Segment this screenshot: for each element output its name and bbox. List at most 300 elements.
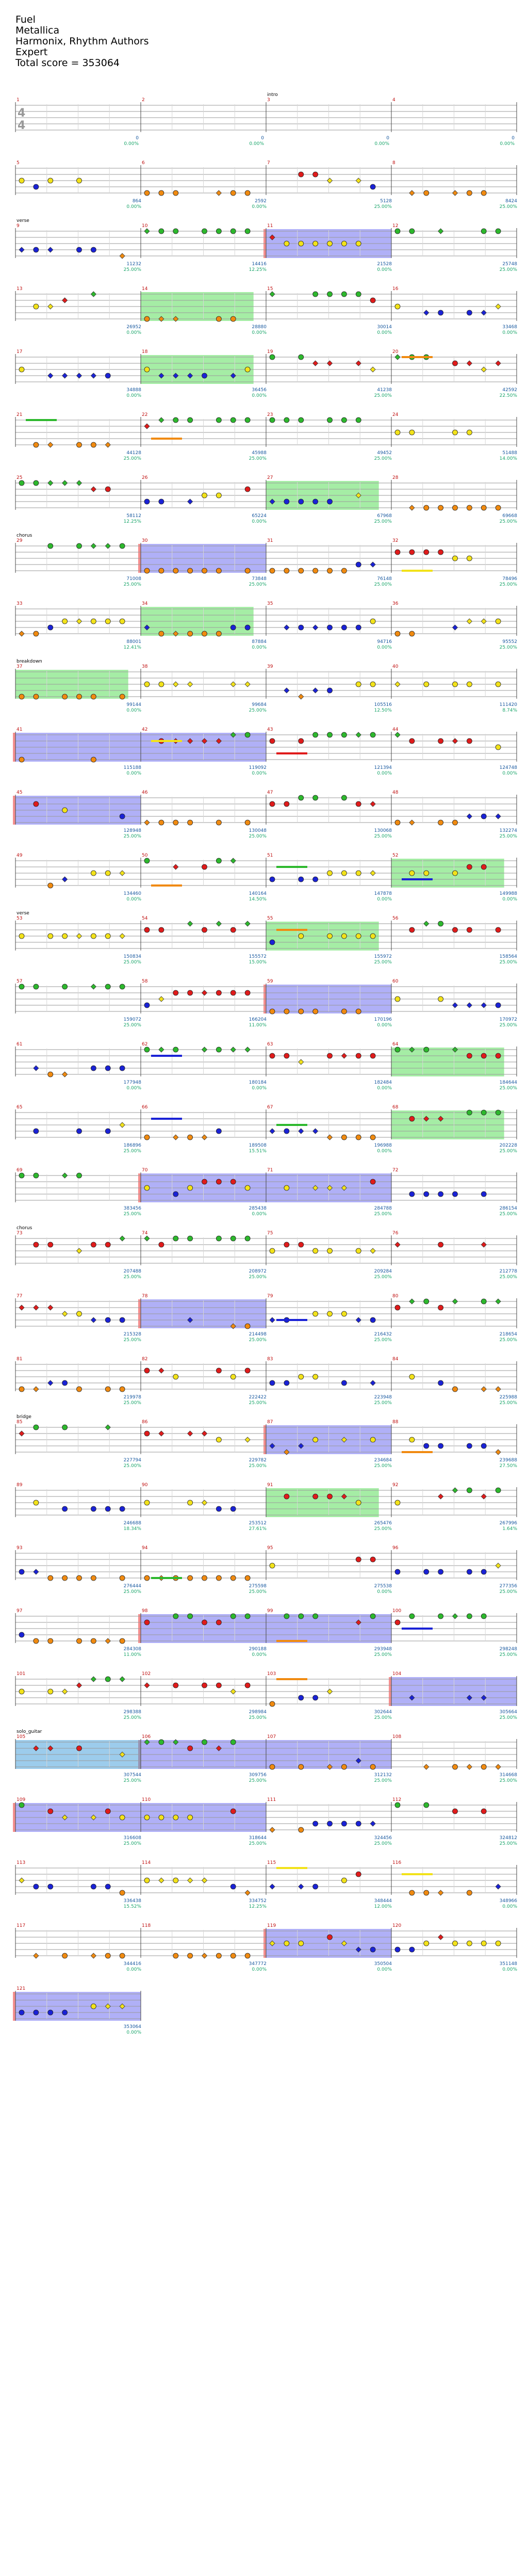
hopo-note xyxy=(91,1317,96,1323)
gem-note xyxy=(216,1047,221,1052)
song-difficulty: Expert xyxy=(15,46,48,58)
gem-note xyxy=(144,1575,150,1581)
measure-score: 334752 xyxy=(249,1898,267,1904)
gem-note xyxy=(105,1317,110,1323)
gem-note xyxy=(62,1575,68,1581)
gem-note xyxy=(327,292,333,297)
measure-score: 298984 xyxy=(249,1710,267,1715)
measure-multiplier: 25.00% xyxy=(123,456,141,461)
measure-score: 134460 xyxy=(123,891,141,896)
gem-note xyxy=(230,927,236,932)
gem-note xyxy=(19,694,24,699)
measure-number: 57 xyxy=(16,979,23,984)
measure-score: 216432 xyxy=(374,1332,392,1337)
gem-note xyxy=(105,1884,110,1889)
gem-note xyxy=(216,1437,221,1442)
hopo-note xyxy=(496,1450,501,1455)
measure-score: 293948 xyxy=(374,1647,392,1652)
measure-number: 34 xyxy=(142,601,148,606)
measure-score: 336438 xyxy=(123,1898,141,1904)
measure-multiplier: 25.00% xyxy=(123,1149,141,1154)
hopo-note xyxy=(270,1884,275,1889)
hopo-note xyxy=(395,682,400,687)
gem-note xyxy=(188,1185,193,1190)
gem-note xyxy=(341,1380,346,1386)
measure-number: 87 xyxy=(267,1420,273,1425)
hopo-note xyxy=(467,1003,472,1008)
measure-multiplier: 25.00% xyxy=(499,1400,517,1406)
staff-row xyxy=(15,1483,517,1532)
gem-note xyxy=(173,1614,178,1619)
measure-score: 5128 xyxy=(380,199,392,204)
measure-number: 116 xyxy=(392,1860,402,1865)
gem-note xyxy=(409,430,415,435)
measure-score: 36456 xyxy=(252,388,267,393)
song-charter: Harmonix, Rhythm Authors xyxy=(15,36,149,47)
measure-score: 147878 xyxy=(374,891,392,896)
measure-multiplier: 25.00% xyxy=(123,960,141,965)
activation-marker xyxy=(13,1992,15,2021)
staff-row xyxy=(15,1923,517,1972)
hopo-note xyxy=(144,229,150,234)
hopo-note xyxy=(144,424,150,429)
measure-multiplier: 25.00% xyxy=(374,1841,392,1846)
gem-note xyxy=(409,550,415,555)
total-score: Total score = 353064 xyxy=(15,57,120,69)
gem-note xyxy=(356,1053,361,1058)
measure-score: 347772 xyxy=(249,1961,267,1967)
measure-number: 58 xyxy=(142,979,148,984)
measure-score: 302644 xyxy=(374,1710,392,1715)
gem-note xyxy=(496,682,501,687)
measure-score: 8424 xyxy=(505,199,517,204)
staff-row xyxy=(13,727,517,776)
measure-score: 253512 xyxy=(249,1521,267,1526)
hopo-note xyxy=(34,1305,39,1310)
gem-note xyxy=(424,1890,429,1895)
gem-note xyxy=(120,1815,125,1820)
gem-note xyxy=(144,1368,150,1373)
gem-note xyxy=(159,682,164,687)
measure-score: 209284 xyxy=(374,1269,392,1274)
gem-note xyxy=(216,820,221,825)
measure-multiplier: 25.00% xyxy=(374,1338,392,1343)
measure-multiplier: 0.00% xyxy=(377,1967,392,1972)
gem-note xyxy=(481,505,486,510)
hopo-note xyxy=(159,1368,164,1373)
gem-note xyxy=(188,1746,193,1751)
gem-note xyxy=(230,1809,236,1814)
gem-note xyxy=(313,1311,318,1316)
measure-number: 74 xyxy=(142,1231,148,1236)
measure-number: 41 xyxy=(16,727,23,732)
staff-row xyxy=(13,1797,517,1846)
gem-note xyxy=(467,190,472,196)
hopo-note xyxy=(453,625,458,630)
gem-note xyxy=(424,1443,429,1448)
hopo-note xyxy=(34,1066,39,1071)
gem-note xyxy=(270,1380,275,1386)
measure-score: 285438 xyxy=(249,1206,267,1211)
gem-note xyxy=(341,292,346,297)
gem-note xyxy=(216,990,221,995)
gem-note xyxy=(120,984,125,989)
measure-score: 140164 xyxy=(249,891,267,896)
measure-number: 27 xyxy=(267,475,273,480)
measure-score: 219978 xyxy=(123,1395,141,1400)
hopo-note xyxy=(216,190,221,196)
gem-note xyxy=(77,1638,82,1644)
measure-score: 130048 xyxy=(249,828,267,833)
measure-multiplier: 25.00% xyxy=(499,1715,517,1720)
sustain-tail xyxy=(276,1640,307,1642)
measure-number: 48 xyxy=(392,790,399,795)
gem-note xyxy=(270,801,275,807)
measure-score: 155572 xyxy=(249,954,267,959)
hopo-note xyxy=(424,310,429,315)
staff-row xyxy=(15,911,517,965)
gem-note xyxy=(270,1248,275,1253)
hopo-note xyxy=(19,631,24,636)
hopo-note xyxy=(409,820,415,825)
section-label: solo_guitar xyxy=(16,1729,42,1734)
gem-note xyxy=(356,625,361,630)
measure-multiplier: 0.00% xyxy=(500,141,515,147)
gem-note xyxy=(341,1821,346,1826)
gem-note xyxy=(341,1764,346,1769)
gem-note xyxy=(356,682,361,687)
measure-number: 12 xyxy=(392,223,399,229)
gem-note xyxy=(453,1941,458,1946)
gem-note xyxy=(496,619,501,624)
hopo-note xyxy=(299,1059,304,1065)
gem-note xyxy=(34,442,39,447)
measure-score: 88001 xyxy=(126,639,141,645)
gem-note xyxy=(284,1053,289,1058)
measure-score: 149988 xyxy=(499,891,517,896)
gem-note xyxy=(424,505,429,510)
gem-note xyxy=(245,487,250,492)
measure-multiplier: 0.00% xyxy=(502,1967,517,1972)
gem-note xyxy=(284,499,289,504)
hopo-note xyxy=(327,1689,333,1694)
measure-score: 180184 xyxy=(249,1080,267,1085)
gem-note xyxy=(216,1236,221,1241)
activation-marker xyxy=(13,733,15,762)
measure-multiplier: 25.00% xyxy=(499,1338,517,1343)
gem-note xyxy=(284,1380,289,1386)
measure-number: 66 xyxy=(142,1105,148,1110)
gem-note xyxy=(409,1374,415,1379)
gem-note xyxy=(424,682,429,687)
gem-note xyxy=(356,292,361,297)
gem-note xyxy=(230,1953,236,1958)
gem-note xyxy=(216,568,221,573)
gem-note xyxy=(270,1009,275,1014)
measure-number: 20 xyxy=(392,349,399,355)
gem-note xyxy=(77,178,82,183)
hopo-note xyxy=(370,801,375,807)
measure-score: 214498 xyxy=(249,1332,267,1337)
measure-multiplier: 0.00% xyxy=(126,1086,141,1091)
gem-note xyxy=(120,1317,125,1323)
gem-note xyxy=(216,1368,221,1373)
hopo-note xyxy=(327,1135,333,1140)
hopo-note xyxy=(438,229,443,234)
measure-number: 80 xyxy=(392,1294,399,1299)
gem-note xyxy=(313,568,318,573)
measure-number: 56 xyxy=(392,916,399,921)
measure-number: 67 xyxy=(267,1105,273,1110)
measure-multiplier: 25.00% xyxy=(123,1275,141,1280)
measure-number: 81 xyxy=(16,1357,23,1362)
sustain-tail xyxy=(151,1118,182,1120)
gem-note xyxy=(496,1110,501,1115)
measure-number: 45 xyxy=(16,790,23,795)
measure-score: 130068 xyxy=(374,828,392,833)
measure-multiplier: 0.00% xyxy=(249,141,264,147)
measure-score: 207488 xyxy=(123,1269,141,1274)
gem-note xyxy=(62,1953,68,1958)
measure-score: 170196 xyxy=(374,1017,392,1022)
gem-note xyxy=(409,927,415,932)
gem-note xyxy=(34,304,39,309)
gem-note xyxy=(202,373,207,378)
measure-score: 99684 xyxy=(252,702,267,707)
gem-note xyxy=(34,694,39,699)
measure-score: 111420 xyxy=(499,702,517,707)
measure-score: 208972 xyxy=(249,1269,267,1274)
gem-note xyxy=(424,1569,429,1574)
gem-note xyxy=(105,1242,110,1247)
gem-note xyxy=(481,1443,486,1448)
measure-score: 67968 xyxy=(377,513,392,519)
measure-score: 34888 xyxy=(126,388,141,393)
gem-note xyxy=(19,480,24,486)
gem-note xyxy=(91,442,96,447)
gem-note xyxy=(438,1614,443,1619)
gem-note xyxy=(424,550,429,555)
gem-note xyxy=(77,694,82,699)
gem-note xyxy=(327,1248,333,1253)
measure-multiplier: 25.00% xyxy=(499,1149,517,1154)
measure-number: 65 xyxy=(16,1105,23,1110)
measure-multiplier: 0.00% xyxy=(377,1149,392,1154)
measure-multiplier: 25.00% xyxy=(249,582,267,587)
gem-note xyxy=(395,1305,400,1310)
hopo-note xyxy=(395,732,400,737)
gem-note xyxy=(409,229,415,234)
sustain-tail xyxy=(276,866,307,868)
gem-note xyxy=(284,417,289,423)
gem-note xyxy=(481,1192,486,1197)
sustain-tail xyxy=(276,929,307,931)
gem-note xyxy=(188,1575,193,1581)
measure-number: 78 xyxy=(142,1294,148,1299)
gem-note xyxy=(284,1129,289,1134)
gem-note xyxy=(284,1494,289,1499)
gem-note xyxy=(188,990,193,995)
hopo-note xyxy=(438,1494,443,1499)
gem-note xyxy=(341,568,346,573)
time-signature: 4 xyxy=(18,119,26,132)
gem-note xyxy=(19,1802,24,1808)
gem-note xyxy=(370,619,375,624)
gem-note xyxy=(188,417,193,423)
hopo-note xyxy=(62,373,68,378)
gem-note xyxy=(202,1179,207,1184)
hopo-note xyxy=(496,1563,501,1568)
hopo-note xyxy=(395,355,400,360)
gem-note xyxy=(188,1236,193,1241)
measure-score: 229782 xyxy=(249,1458,267,1463)
gem-note xyxy=(395,996,400,1002)
hopo-note xyxy=(284,625,289,630)
gem-note xyxy=(77,1129,82,1134)
hopo-note xyxy=(424,1764,429,1769)
gem-note xyxy=(299,877,304,882)
gem-note xyxy=(62,933,68,939)
measure-score: 51488 xyxy=(502,450,517,456)
gem-note xyxy=(313,241,318,246)
hopo-note xyxy=(284,688,289,693)
measure-number: 107 xyxy=(267,1734,276,1740)
hopo-note xyxy=(173,1135,178,1140)
measure-number: 6 xyxy=(142,160,145,166)
measure-score: 0 xyxy=(386,136,389,141)
gem-note xyxy=(370,184,375,189)
gem-note xyxy=(313,1821,318,1826)
gem-note xyxy=(173,1953,178,1958)
measure-multiplier: 0.00% xyxy=(502,771,517,776)
hopo-note xyxy=(48,1380,53,1386)
gem-note xyxy=(173,229,178,234)
gem-note xyxy=(299,1009,304,1014)
gem-note xyxy=(270,940,275,945)
gem-note xyxy=(341,1135,346,1140)
measure-score: 265476 xyxy=(374,1521,392,1526)
gem-note xyxy=(424,1047,429,1052)
measure-multiplier: 0.00% xyxy=(126,771,141,776)
measure-score: 324812 xyxy=(499,1836,517,1841)
sustain-tail xyxy=(402,1873,433,1875)
gem-note xyxy=(48,1638,53,1644)
measure-number: 113 xyxy=(16,1860,26,1865)
measure-multiplier: 12.25% xyxy=(123,519,141,524)
gem-note xyxy=(34,2010,39,2015)
gem-note xyxy=(202,1683,207,1688)
gem-note xyxy=(34,631,39,636)
gem-note xyxy=(299,1941,304,1946)
measure-score: 11232 xyxy=(126,262,141,267)
measure-score: 225988 xyxy=(499,1395,517,1400)
measure-multiplier: 25.00% xyxy=(249,1338,267,1343)
measure-score: 121394 xyxy=(374,765,392,770)
gem-note xyxy=(453,505,458,510)
measure-multiplier: 25.00% xyxy=(374,1275,392,1280)
measure-number: 15 xyxy=(267,286,273,292)
gem-note xyxy=(438,738,443,744)
gem-note xyxy=(202,493,207,498)
gem-note xyxy=(230,417,236,423)
gem-note xyxy=(467,682,472,687)
hopo-note xyxy=(19,247,24,252)
measure-number: 115 xyxy=(267,1860,276,1865)
gem-note xyxy=(327,1494,333,1499)
measure-score: 218654 xyxy=(499,1332,517,1337)
hopo-note xyxy=(77,1683,82,1688)
hopo-note xyxy=(188,1878,193,1883)
gem-note xyxy=(313,172,318,177)
gem-note xyxy=(327,1935,333,1940)
gem-note xyxy=(173,1047,178,1052)
gem-note xyxy=(356,871,361,876)
hopo-note xyxy=(270,1827,275,1832)
measure-score: 128948 xyxy=(123,828,141,833)
hopo-note xyxy=(34,1387,39,1392)
gem-note xyxy=(245,1614,250,1619)
measure-score: 314668 xyxy=(499,1773,517,1778)
gem-note xyxy=(230,1740,236,1745)
measure-number: 110 xyxy=(142,1797,151,1802)
measure-number: 121 xyxy=(16,1986,26,1991)
measure-multiplier: 12.41% xyxy=(123,645,141,650)
gem-note xyxy=(467,1110,472,1115)
gem-note xyxy=(48,1242,53,1247)
measure-multiplier: 0.00% xyxy=(126,1967,141,1972)
measure-multiplier: 25.00% xyxy=(123,1212,141,1217)
gem-note xyxy=(120,1890,125,1895)
measure-multiplier: 22.50% xyxy=(499,393,517,398)
gem-note xyxy=(356,1872,361,1877)
hopo-note xyxy=(62,1072,68,1077)
gem-note xyxy=(245,367,250,372)
hopo-note xyxy=(188,682,193,687)
measure-multiplier: 0.00% xyxy=(502,897,517,902)
gem-note xyxy=(356,1135,361,1140)
hopo-note xyxy=(453,1003,458,1008)
measure-multiplier: 25.00% xyxy=(374,1400,392,1406)
measure-score: 305664 xyxy=(499,1710,517,1715)
gem-note xyxy=(245,1683,250,1688)
gem-note xyxy=(173,990,178,995)
gem-note xyxy=(48,1575,53,1581)
gem-note xyxy=(34,1638,39,1644)
gem-note xyxy=(245,732,250,737)
sustain-tail xyxy=(151,438,182,440)
gem-note xyxy=(245,625,250,630)
gem-note xyxy=(230,625,236,630)
gem-note xyxy=(48,1884,53,1889)
measure-multiplier: 0.00% xyxy=(126,897,141,902)
staff-row xyxy=(15,218,517,272)
measure-number: 32 xyxy=(392,538,399,543)
measure-score: 28880 xyxy=(252,325,267,330)
gem-note xyxy=(77,1746,82,1751)
gem-note xyxy=(481,1809,486,1814)
measure-score: 351148 xyxy=(499,1961,517,1967)
gem-note xyxy=(341,933,346,939)
gem-note xyxy=(144,1620,150,1625)
staff-row xyxy=(15,601,517,650)
measure-number: 30 xyxy=(142,538,148,543)
hopo-note xyxy=(91,543,96,549)
gem-note xyxy=(105,933,110,939)
hopo-note xyxy=(62,1173,68,1178)
gem-note xyxy=(284,1614,289,1619)
hopo-note xyxy=(299,1129,304,1134)
measure-multiplier: 25.00% xyxy=(499,519,517,524)
